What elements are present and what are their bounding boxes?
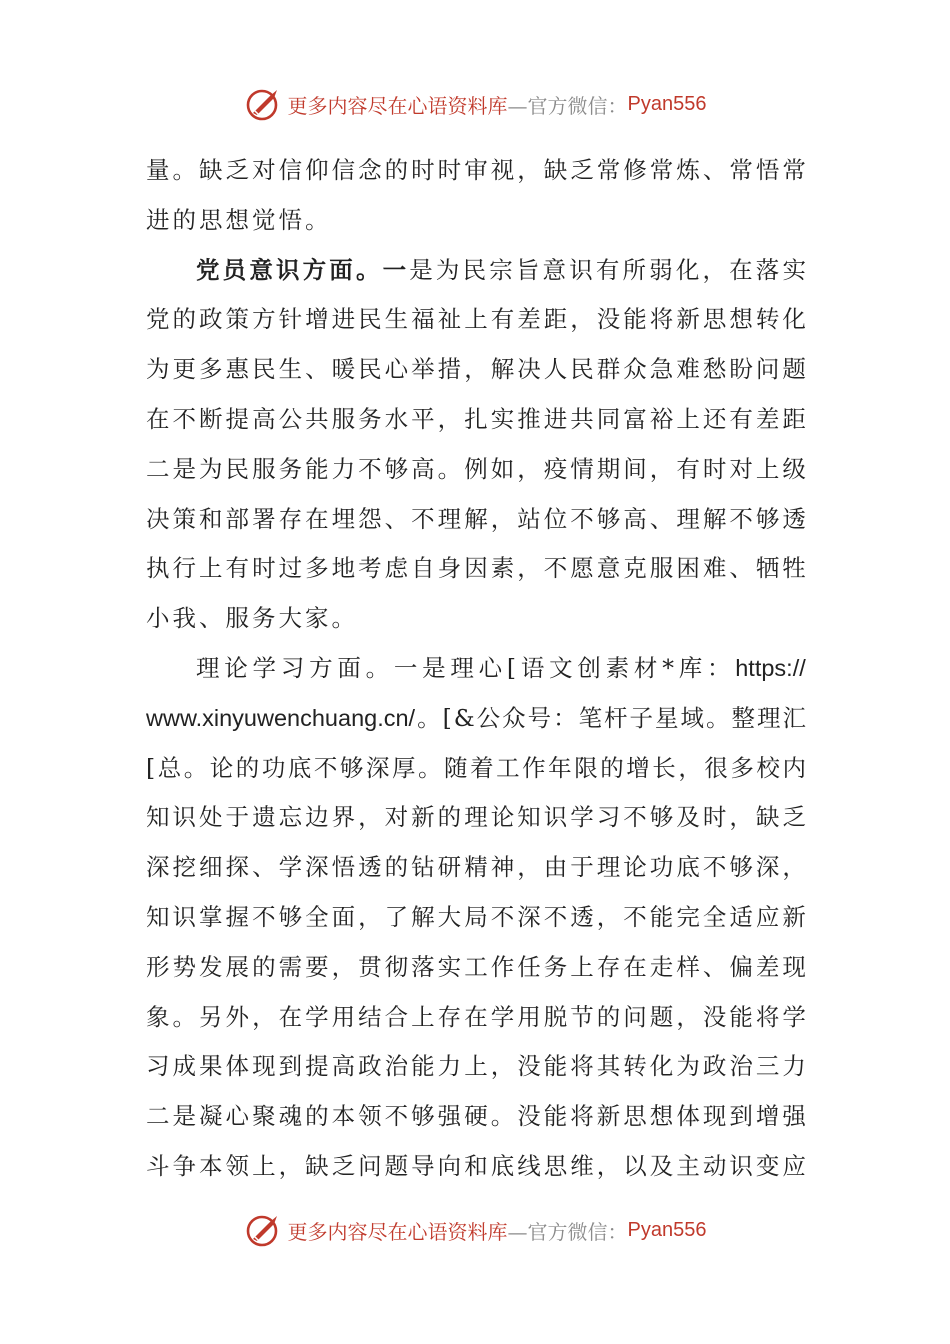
text-line: 斗 争 本 领 上 ， 缺 乏 问 题 导 向 和 底 线 思 维 ， 以 及 主 动 识 变 应	[146, 1151, 806, 1180]
text-line: 决 策 和 部 署 存 在 埋 怨 、 不 理 解 ， 站 位 不 够 高 、 理 解 不 够 透	[146, 504, 806, 533]
pen-nib-circle-icon	[244, 1212, 284, 1248]
text-line: 量 。 缺 乏 对 信 仰 信 念 的 时 时 审 视 ， 缺 乏 常 修 常 炼 、 常 悟 常	[146, 156, 806, 184]
banner-wechat-id: Pyan556	[627, 1218, 707, 1241]
text-line: 小 我 、 服 务 大 家 。	[146, 604, 358, 633]
document-body	[146, 146, 806, 1192]
banner-red-text: 更多内容尽在心语资料库	[287, 1219, 508, 1244]
text-line: 在 不 断 提 高 公 共 服 务 水 平 ， 扎 实 推 进 共 同 富 裕 上 还 有 差 距	[146, 404, 806, 433]
text-line: 二 是 凝 心 聚 魂 的 本 领 不 够 强 硬 。 没 能 将 新 思 想 体 现 到 增 强	[146, 1102, 806, 1131]
text-line: 党 的 政 策 方 针 增 进 民 生 福 祉 上 有 差 距 ， 没 能 将 新 思 想 转 化	[146, 305, 806, 334]
text-line: 形 势 发 展 的 需 要 ， 贯 彻 落 实 工 作 任 务 上 存 在 走 样 、 偏 差 现	[146, 952, 806, 981]
pen-nib-circle-icon	[244, 86, 284, 122]
text-line: 理 论 学 习 方 面 。 一 是 理 心 [ 语 文 创 素 材 * 库 ： https://	[196, 653, 806, 682]
banner-gray-text: —官方微信：	[507, 1219, 628, 1244]
text-line: 知 识 掌 握 不 够 全 面 ， 了 解 大 局 不 深 不 透 ， 不 能 完 全 适 应 新	[146, 902, 806, 931]
text-line: [ 总 。 论 的 功 底 不 够 深 厚 。 随 着 工 作 年 限 的 增 长 ， 很 多 校 内	[146, 753, 806, 782]
text-line: 执 行 上 有 时 过 多 地 考 虑 自 身 因 素 ， 不 愿 意 克 服 困 难 、 牺 牲	[146, 554, 806, 583]
text-line: 二 是 为 民 服 务 能 力 不 够 高 。 例 如 ， 疫 情 期 间 ， 有 时 对 上 级	[146, 454, 806, 483]
header-watermark-banner	[0, 84, 950, 124]
banner-gray-text: —官方微信：	[507, 93, 628, 118]
text-line: 深 挖 细 探 、 学 深 悟 透 的 钻 研 精 神 ， 由 于 理 论 功 底 不 够 深 ，	[146, 853, 806, 882]
text-line: 党 员 意 识 方 面 。 一 是 为 民 宗 旨 意 识 有 所 弱 化 ， 在 落 实	[196, 255, 806, 284]
text-line: 象 。 另 外 ， 在 学 用 结 合 上 存 在 学 用 脱 节 的 问 题 ， 没 能 将 学	[146, 1002, 806, 1031]
footer-watermark-banner	[0, 1210, 950, 1250]
text-line: www.xinyuwenchuang.cn/ 。 [ & 公 众 号 ： 笔 杆 子 星 域 。 整 理 汇	[146, 703, 806, 732]
text-line: 为 更 多 惠 民 生 、 暖 民 心 举 措 ， 解 决 人 民 群 众 急 难 愁 盼 问 题	[146, 355, 806, 384]
text-line: 进 的 思 想 觉 悟 。	[146, 205, 332, 234]
banner-wechat-id: Pyan556	[627, 92, 707, 115]
banner-red-text: 更多内容尽在心语资料库	[287, 93, 508, 118]
text-line: 习 成 果 体 现 到 提 高 政 治 能 力 上 ， 没 能 将 其 转 化 为 政 治 三 力	[146, 1052, 806, 1081]
text-line: 知 识 处 于 遗 忘 边 界 ， 对 新 的 理 论 知 识 学 习 不 够 及 时 ， 缺 乏	[146, 803, 806, 832]
